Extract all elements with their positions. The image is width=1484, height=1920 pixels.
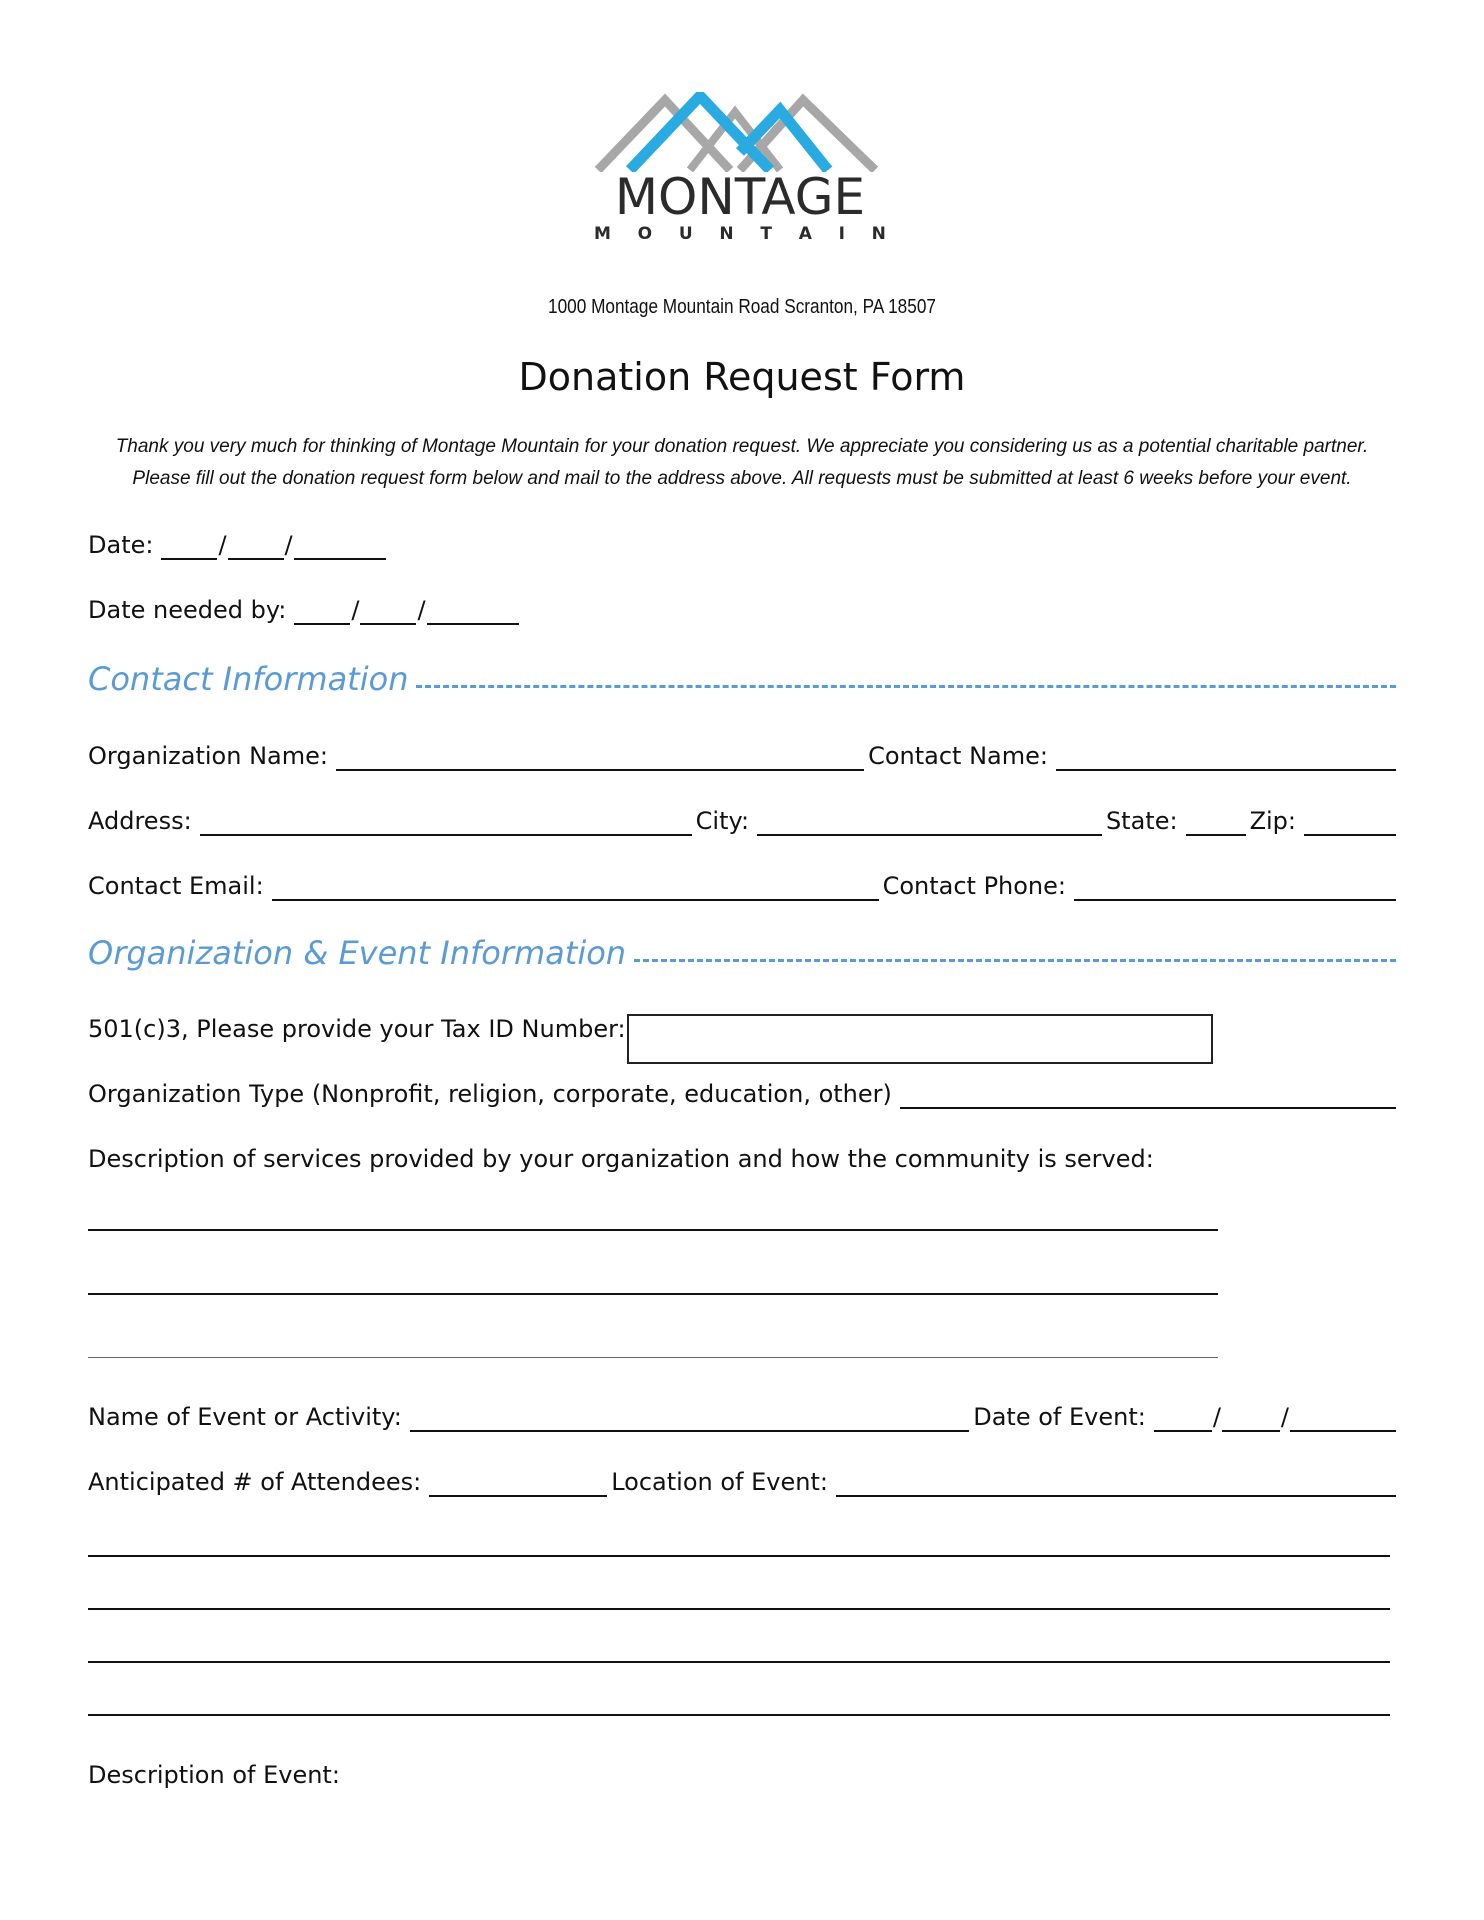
- organization-name-field[interactable]: [336, 743, 864, 771]
- date-day-field[interactable]: [228, 532, 284, 560]
- logo-sub-letter: O: [637, 224, 653, 244]
- event-name-label: Name of Event or Activity:: [88, 1403, 402, 1431]
- location-line-1[interactable]: [88, 1555, 1390, 1557]
- services-description-line-2[interactable]: [88, 1293, 1218, 1295]
- event-date-label: Date of Event:: [973, 1403, 1146, 1431]
- event-description-label: Description of Event:: [88, 1761, 340, 1789]
- event-name-field[interactable]: [410, 1404, 969, 1432]
- event-name-date-row: [88, 1396, 1396, 1432]
- state-label: State:: [1105, 807, 1178, 835]
- attendees-label: Anticipated # of Attendees:: [88, 1468, 422, 1496]
- date-separator: /: [1280, 1403, 1289, 1431]
- date-needed-label: Date needed by:: [88, 596, 287, 624]
- contact-phone-label: Contact Phone:: [882, 872, 1066, 900]
- email-phone-row: [88, 865, 1396, 901]
- organization-contact-row: [88, 735, 1396, 771]
- logo-sub-letter: N: [719, 224, 734, 244]
- address-label: Address:: [88, 807, 192, 835]
- logo-sub-letter: A: [798, 224, 812, 244]
- logo-subtitle: [594, 226, 886, 243]
- date-needed-day-field[interactable]: [360, 597, 416, 625]
- event-date-year-field[interactable]: [1290, 1404, 1396, 1432]
- services-description-row: [88, 1138, 1396, 1174]
- attendees-field[interactable]: [429, 1469, 607, 1497]
- state-field[interactable]: [1186, 808, 1246, 836]
- location-line-3[interactable]: [88, 1661, 1390, 1663]
- montage-mountain-logo: [590, 92, 890, 252]
- city-label: City:: [695, 807, 750, 835]
- services-description-line-1[interactable]: [88, 1229, 1218, 1231]
- date-separator: /: [218, 531, 227, 559]
- organization-type-field[interactable]: [900, 1081, 1396, 1109]
- section-title: Organization & Event Information: [88, 934, 627, 972]
- date-separator: /: [351, 596, 360, 624]
- address-field[interactable]: [200, 808, 692, 836]
- organization-type-row: [88, 1073, 1396, 1109]
- mountain-peaks-icon: [590, 92, 890, 172]
- contact-email-label: Contact Email:: [88, 872, 264, 900]
- location-field[interactable]: [836, 1469, 1396, 1497]
- services-description-line-3[interactable]: [88, 1357, 1218, 1358]
- address-row: [88, 800, 1396, 836]
- attendees-location-row: [88, 1461, 1396, 1497]
- logo-sub-letter: N: [871, 224, 886, 244]
- date-needed-row: [88, 589, 1396, 625]
- date-separator: /: [417, 596, 426, 624]
- date-needed-year-field[interactable]: [427, 597, 519, 625]
- organization-type-label: Organization Type (Nonprofit, religion, corporate, education, other): [88, 1080, 892, 1108]
- tax-id-input-box[interactable]: [627, 1014, 1213, 1064]
- date-year-field[interactable]: [294, 532, 386, 560]
- date-label: Date:: [88, 531, 154, 559]
- intro-text-line-1: Thank you very much for thinking of Montage Mountain for your donation request. We appreciate you considering us as a potential charitable partner.: [115, 436, 1369, 457]
- logo-sub-letter: U: [678, 224, 693, 244]
- contact-information-heading: [88, 654, 1396, 698]
- intro-text-line-2: Please fill out the donation request form below and mail to the address above. All requests must be submitted at least 6 weeks before your event.: [132, 468, 1352, 489]
- organization-event-heading: [88, 928, 1396, 972]
- logo-sub-letter: T: [760, 224, 772, 244]
- date-month-field[interactable]: [161, 532, 217, 560]
- section-divider: [416, 683, 1396, 688]
- city-field[interactable]: [757, 808, 1102, 836]
- organization-name-label: Organization Name:: [88, 742, 328, 770]
- logo-sub-letter: M: [594, 224, 611, 244]
- location-line-4[interactable]: [88, 1714, 1390, 1716]
- section-title: Contact Information: [88, 660, 409, 698]
- date-separator: /: [1212, 1403, 1221, 1431]
- zip-field[interactable]: [1304, 808, 1396, 836]
- event-date-month-field[interactable]: [1154, 1404, 1212, 1432]
- date-row: [88, 524, 1396, 560]
- zip-label: Zip:: [1249, 807, 1296, 835]
- services-description-label: Description of services provided by your organization and how the community is served:: [88, 1145, 1154, 1173]
- mailing-address: 1000 Montage Mountain Road Scranton, PA 18507: [548, 296, 936, 318]
- logo-wordmark: MONTAGE: [614, 168, 866, 226]
- section-divider: [634, 957, 1396, 962]
- contact-name-field[interactable]: [1056, 743, 1396, 771]
- location-line-2[interactable]: [88, 1608, 1390, 1610]
- page-title: Donation Request Form: [518, 355, 966, 399]
- date-needed-month-field[interactable]: [294, 597, 350, 625]
- tax-id-label: 501(c)3, Please provide your Tax ID Number:: [88, 1015, 626, 1043]
- location-label: Location of Event:: [611, 1468, 828, 1496]
- date-separator: /: [284, 531, 293, 559]
- contact-phone-field[interactable]: [1074, 873, 1396, 901]
- event-description-row: [88, 1754, 1396, 1790]
- logo-sub-letter: I: [838, 224, 845, 244]
- contact-name-label: Contact Name:: [868, 742, 1048, 770]
- event-date-day-field[interactable]: [1222, 1404, 1280, 1432]
- contact-email-field[interactable]: [272, 873, 879, 901]
